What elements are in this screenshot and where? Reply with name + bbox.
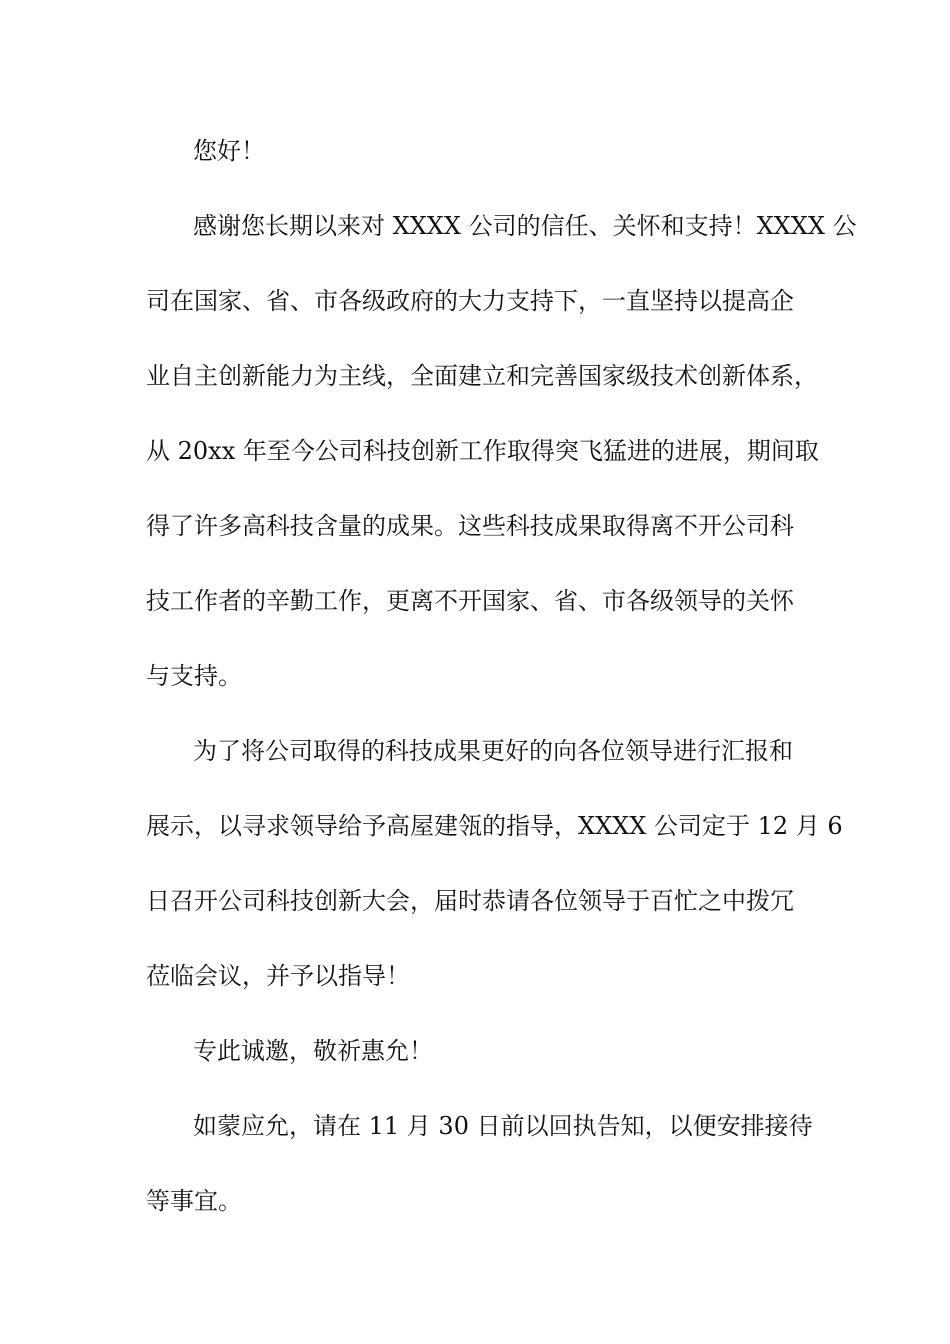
paragraph-1-line-6: 技工作者的辛勤工作，更离不开国家、省、市各级领导的关怀 [146,587,794,615]
paragraph-1-line-4: 从 20xx 年至今公司科技创新工作取得突飞猛进的进展，期间取 [146,437,819,465]
paragraph-2-line-3: 日召开公司科技创新大会，届时恭请各位领导于百忙之中拨冗 [146,887,794,915]
closing-line: 专此诚邀，敬祈惠允！ [193,1037,433,1065]
paragraph-2-line-1: 为了将公司取得的科技成果更好的向各位领导进行汇报和 [193,737,793,765]
paragraph-3-line-1: 如蒙应允，请在 11 月 30 日前以回执告知，以便安排接待 [193,1112,813,1140]
greeting: 您好！ [193,137,265,165]
paragraph-1-line-7: 与支持。 [146,662,242,690]
paragraph-1-line-5: 得了许多高科技含量的成果。这些科技成果取得离不开公司科 [146,512,794,540]
paragraph-2-line-2: 展示，以寻求领导给予高屋建瓴的指导，XXXX 公司定于 12 月 6 [146,812,843,840]
paragraph-2-line-4: 莅临会议，并予以指导！ [146,962,410,990]
paragraph-1-line-1: 感谢您长期以来对 XXXX 公司的信任、关怀和支持！XXXX 公 [193,212,857,240]
paragraph-1-line-3: 业自主创新能力为主线，全面建立和完善国家级技术创新体系， [146,362,818,390]
paragraph-3-line-2: 等事宜。 [146,1187,242,1215]
paragraph-1-line-2: 司在国家、省、市各级政府的大力支持下，一直坚持以提高企 [146,287,794,315]
